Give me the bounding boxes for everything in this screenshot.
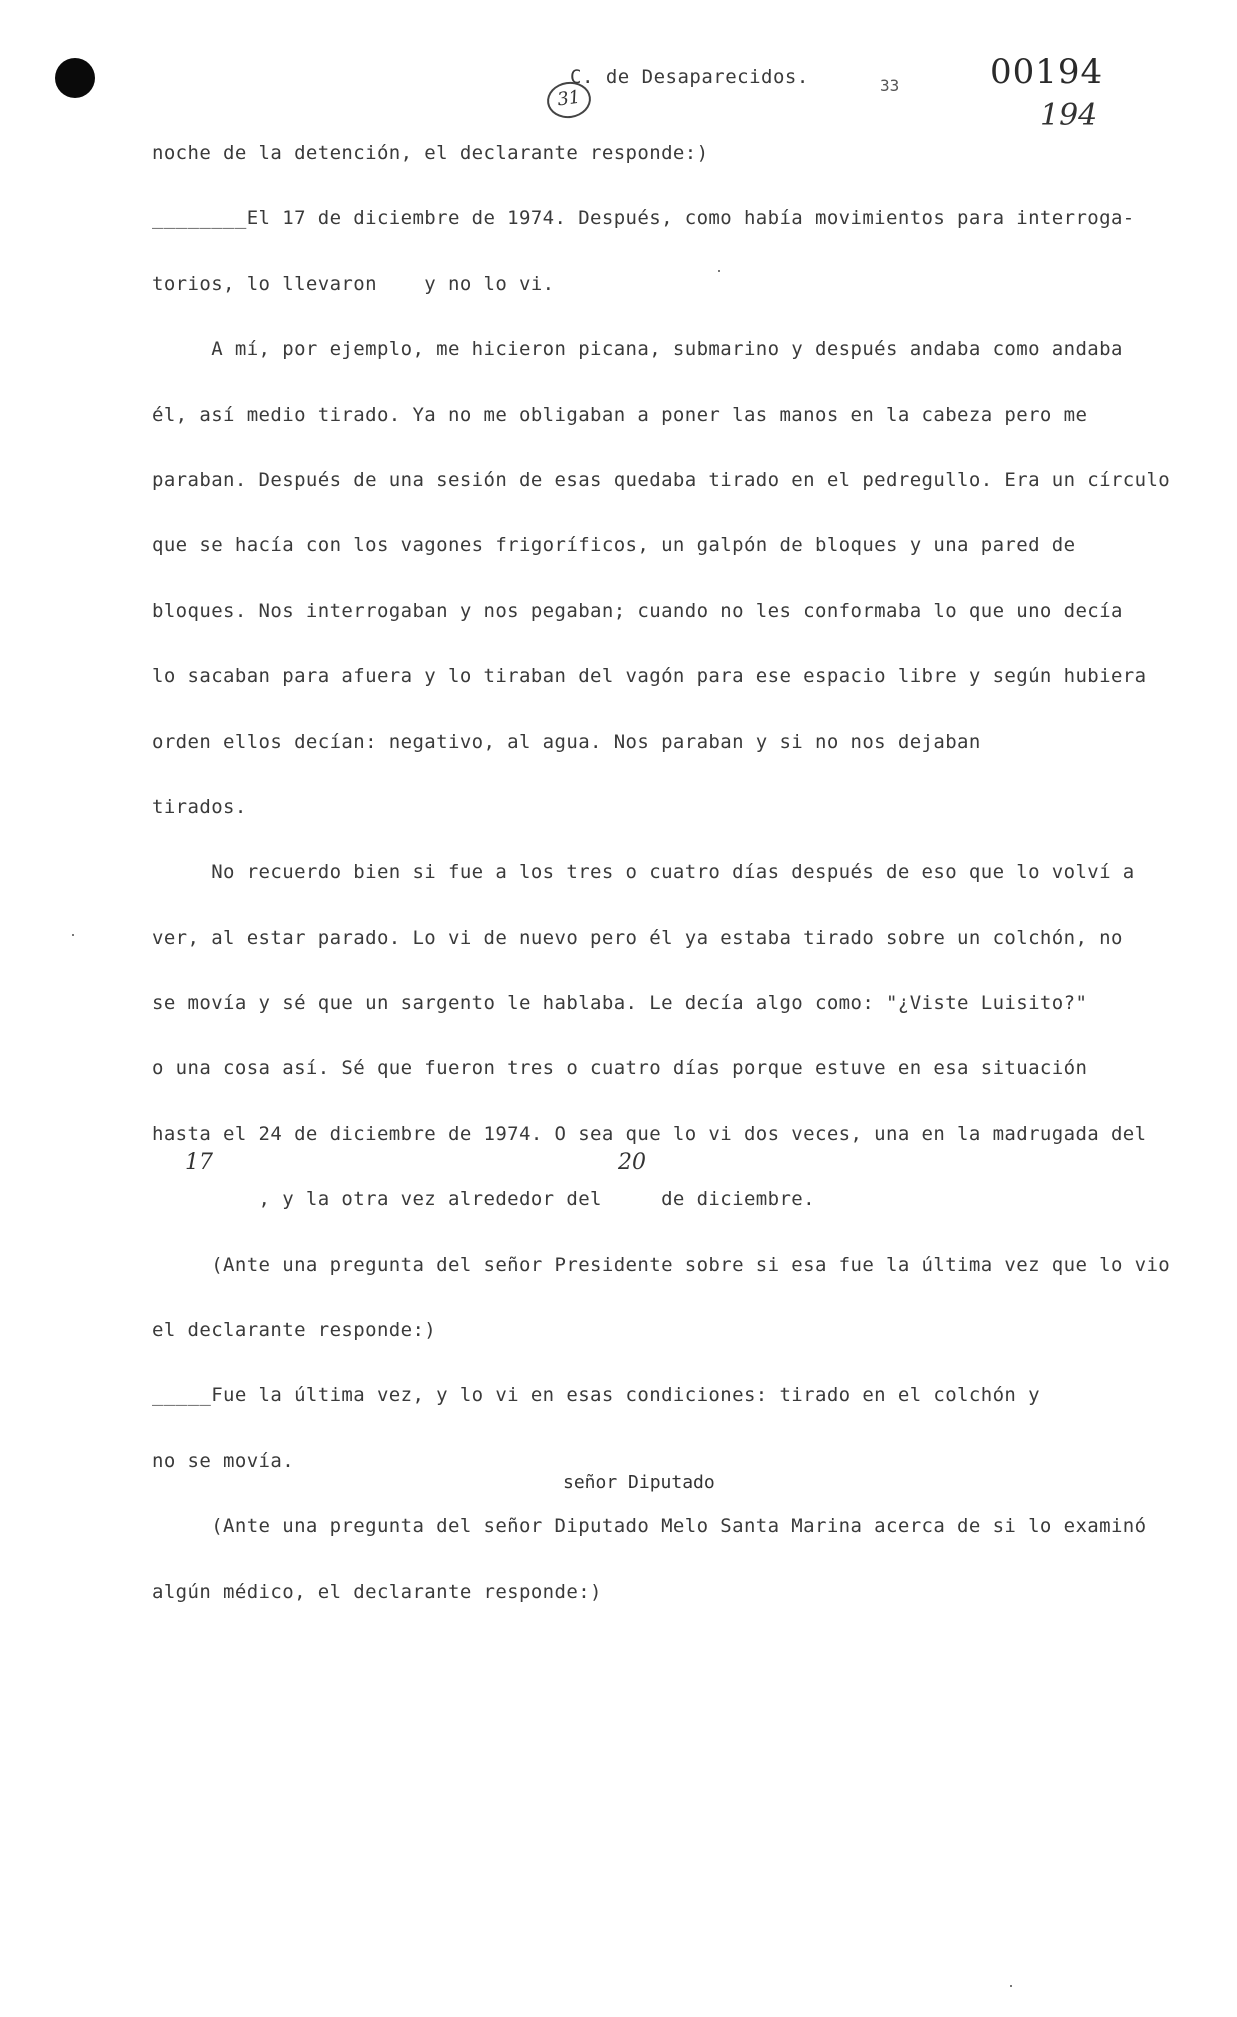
text-line: ver, al estar parado. Lo vi de nuevo pero él ya estaba tirado sobre un colchón, no xyxy=(152,926,1123,949)
text-line: torios, lo llevaron y no lo vi. xyxy=(152,272,555,295)
speck xyxy=(1010,1985,1012,1987)
punch-hole xyxy=(55,58,95,98)
text-line: bloques. Nos interrogaban y nos pegaban; cuando no les conformaba lo que uno decía xyxy=(152,599,1123,622)
text-line: se movía y sé que un sargento le hablaba. Le decía algo como: "¿Viste Luisito?" xyxy=(152,992,1088,1015)
handwritten-date-right: 20 xyxy=(618,1150,646,1175)
text-line: , y la otra vez alrededor del de diciembre. xyxy=(152,1188,815,1211)
text-line: _____Fue la última vez, y lo vi en esas condiciones: tirado en el colchón y xyxy=(152,1384,1040,1407)
header-title: C. de Desaparecidos. xyxy=(570,66,809,88)
text-line: lo sacaban para afuera y lo tiraban del vagón para ese espacio libre y según hubiera xyxy=(152,665,1147,688)
text-line: él, así medio tirado. Ya no me obligaban a poner las manos en la cabeza pero me xyxy=(152,403,1088,426)
text-line: (Ante una pregunta del señor Diputado Melo Santa Marina acerca de si lo examinó xyxy=(152,1515,1147,1538)
transcript-body xyxy=(152,140,1171,1644)
text-line: (Ante una pregunta del señor Presidente sobre si esa fue la última vez que lo vio xyxy=(152,1253,1171,1276)
circled-stamp: 31 xyxy=(545,79,594,121)
interlinear-insertion: señor Diputado xyxy=(563,1472,715,1493)
text-line: No recuerdo bien si fue a los tres o cuatro días después de eso que lo volví a xyxy=(152,861,1135,884)
handwritten-folio: 194 xyxy=(1040,98,1098,133)
text-line: ________El 17 de diciembre de 1974. Después, como había movimientos para interroga- xyxy=(152,207,1135,230)
text-line: hasta el 24 de diciembre de 1974. O sea que lo vi dos veces, una en la madrugada del xyxy=(152,1122,1147,1145)
speck xyxy=(72,934,74,936)
text-line: algún médico, el declarante responde:) xyxy=(152,1580,602,1603)
folio-number: 00194 xyxy=(990,52,1104,92)
text-line: tirados. xyxy=(152,795,247,818)
text-line: no se movía. xyxy=(152,1449,295,1472)
text-line: o una cosa así. Sé que fueron tres o cuatro días porque estuve en esa situación xyxy=(152,1057,1088,1080)
speck xyxy=(718,270,720,272)
handwritten-date-left: 17 xyxy=(185,1150,213,1175)
text-line: orden ellos decían: negativo, al agua. Nos paraban y si no nos dejaban xyxy=(152,730,981,753)
text-line: el declarante responde:) xyxy=(152,1319,437,1342)
text-line: que se hacía con los vagones frigoríficos, un galpón de bloques y una pared de xyxy=(152,534,1076,557)
page-number: 33 xyxy=(880,76,900,95)
text-line: noche de la detención, el declarante responde:) xyxy=(152,142,709,164)
text-line: A mí, por ejemplo, me hicieron picana, submarino y después andaba como andaba xyxy=(152,338,1123,361)
text-line: paraban. Después de una sesión de esas quedaba tirado en el pedregullo. Era un círculo xyxy=(152,468,1171,491)
